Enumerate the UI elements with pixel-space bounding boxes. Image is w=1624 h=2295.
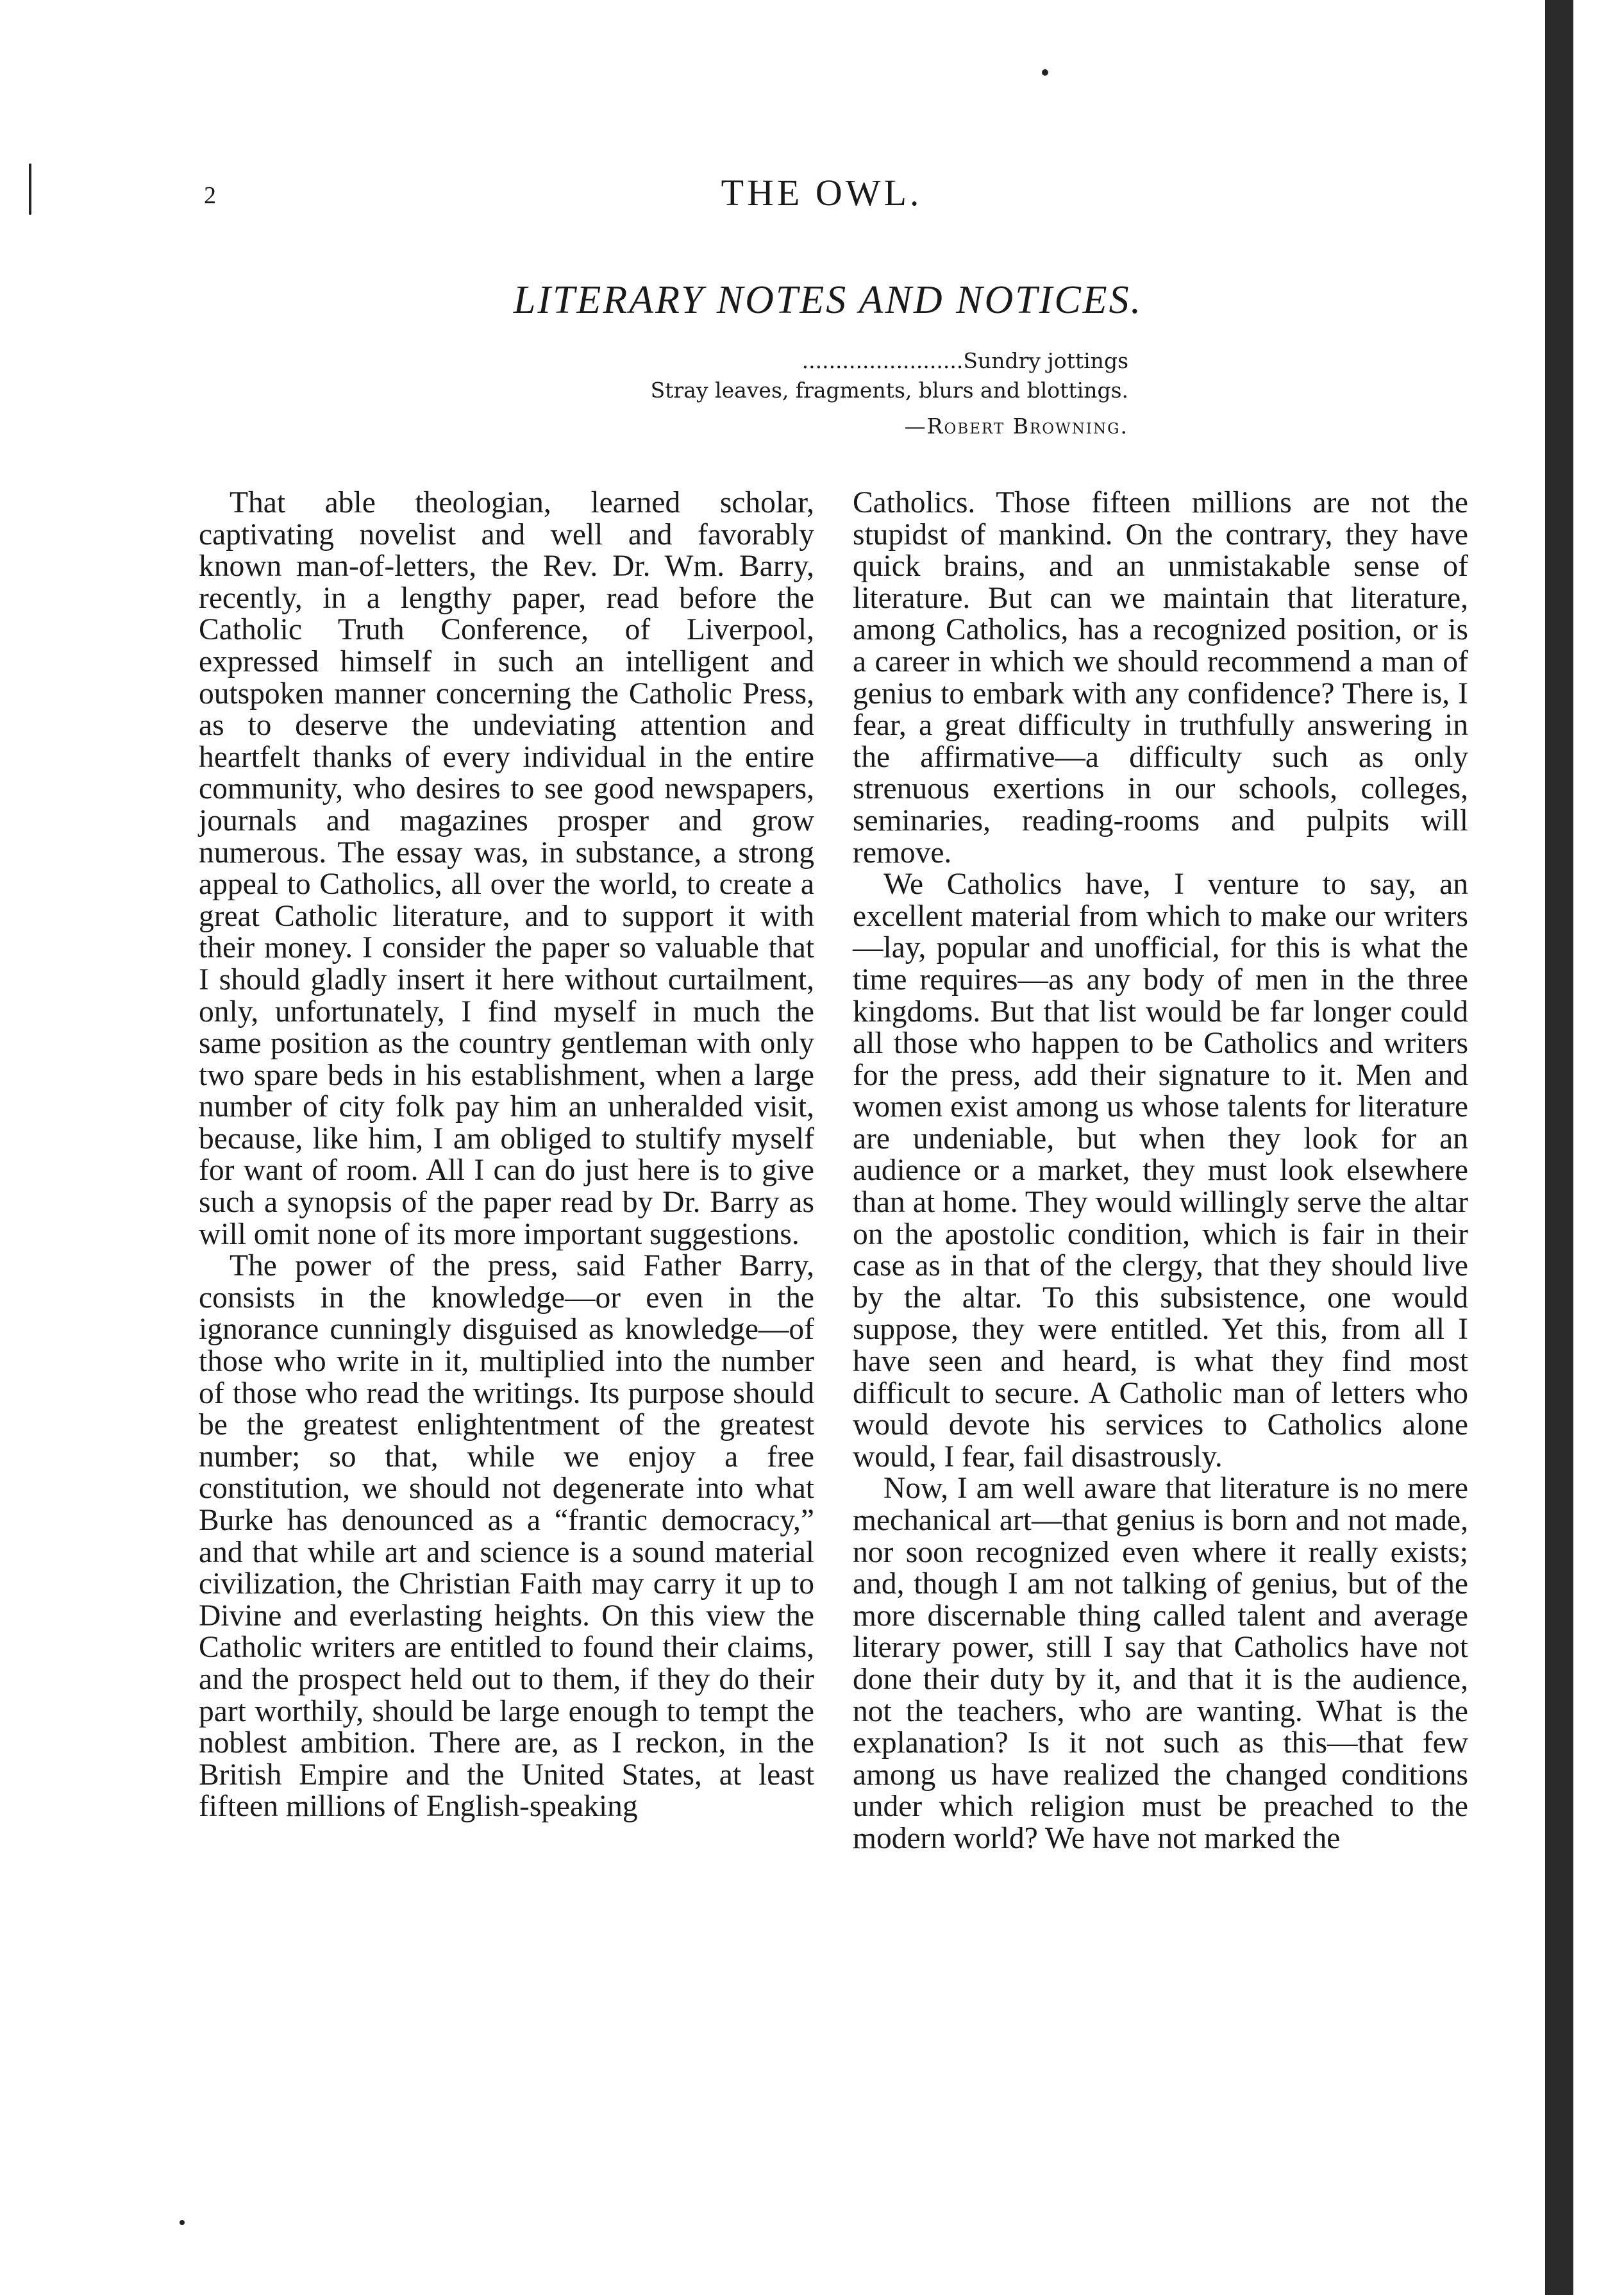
section-title: LITERARY NOTES AND NOTICES. [513, 278, 1143, 322]
epigraph-line: Stray leaves, fragments, blurs and blottings. [650, 378, 1128, 403]
epigraph-line: ........................Sundry jottings [801, 348, 1128, 373]
paragraph: The power of the press, said Father Barry, consists in the knowledge—or even in the ignorance cunningly disguised as knowledge—of those who write in it, multiplied into the number of those who read the writings. Its purpose should be the greatest enlightentment of the greatest number; so that, while we enjoy a free constitution, we should not degenerate into what Burke has denounced as a “frantic democracy,” and that while art and science is a sound material civilization, the Christian Faith may carry it up to Divine and everlasting heights. On this view the Catholic writers are entitled to found their claims, and the prospect held out to them, if they do their part worthily, should be large enough to tempt the noblest ambition. There are, as I reckon, in the British Empire and the United States, at least fifteen millions of English-speaking [199, 1249, 814, 1824]
running-head: THE OWL. [721, 172, 923, 214]
paragraph: That able theologian, learned scholar, captivating novelist and well and favorably known man-of-letters, the Rev. Dr. Wm. Barry, recently, in a lengthy paper, read before the Catholic Truth Conference, of Liverpool, expressed himself in such an intelligent and outspoken manner concerning the Catholic Press, as to deserve the undeviating attention and heartfelt thanks of every individual in the entire community, who desires to see good newspapers, journals and magazines prosper and grow numerous. The essay was, in substance, a strong appeal to Catholics, all over the world, to create a great Catholic literature, and to support it with their money. I consider the paper so valuable that I should gladly insert it here without curtailment, only, unfortunately, I find myself in much the same position as the country gentleman with only two spare beds in his establishment, when a large number of city folk pay him an unheralded visit, because, like him, I am obliged to stultify myself for want of room. All I can do just here is to give such a synopsis of the paper read by Dr. Barry as will omit none of its more important suggestions. [199, 486, 814, 1251]
paragraph: We Catholics have, I venture to say, an excellent material from which to make our writers—lay, popular and unofficial, for this is what the time requires—as any body of men in the three kingdoms. But that list would be far longer could all those who happen to be Catholics and writers for the press, add their signature to it. Men and women exist among us whose talents for literature are undeniable, but when they look for an audience or a market, they must look elsewhere than at home. They would willingly serve the altar on the apostolic condition, which is fair in their case as in that of the clergy, that they should live by the altar. To this subsistence, one would suppose, they were entitled. Yet this, from all I have seen and heard, is what they find most difficult to secure. A Catholic man of letters who would devote his services to Catholics alone would, I fear, fail disastrously. [853, 868, 1468, 1474]
ink-speck [1042, 69, 1048, 76]
page-number: 2 [204, 182, 216, 209]
page-edge-shadow [1545, 0, 1573, 2295]
epigraph [526, 346, 1128, 441]
ink-speck [29, 164, 31, 215]
epigraph-author: —Robert Browning. [904, 414, 1128, 439]
ink-speck [180, 2220, 185, 2225]
paragraph: Catholics. Those fifteen millions are not the stupidst of mankind. On the contrary, they have quick brains, and an unmistakable sense of literature. But can we maintain that literature, among Catholics, has a recognized position, or is a career in which we should recommend a man of genius to embark with any confidence? There is, I fear, a great difficulty in truthfully answering in the affirmative—a difficulty such as only strenuous exertions in our schools, colleges, seminaries, reading-rooms and pulpits will remove. [853, 486, 1468, 870]
paragraph: Now, I am well aware that literature is no mere mechanical art—that genius is born and not made, nor soon recognized even where it really exists; and, though I am not talking of genius, but of the more discernable thing called talent and average literary power, still I say that Catholics have not done their duty by it, and that it is the audience, not the teachers, who are wanting. What is the explanation? Is it not such as this—that few among us have realized the changed conditions under which religion must be preached to the modern world? We have not marked the [853, 1472, 1468, 1855]
left-column [199, 487, 814, 1823]
right-column [853, 487, 1468, 1855]
